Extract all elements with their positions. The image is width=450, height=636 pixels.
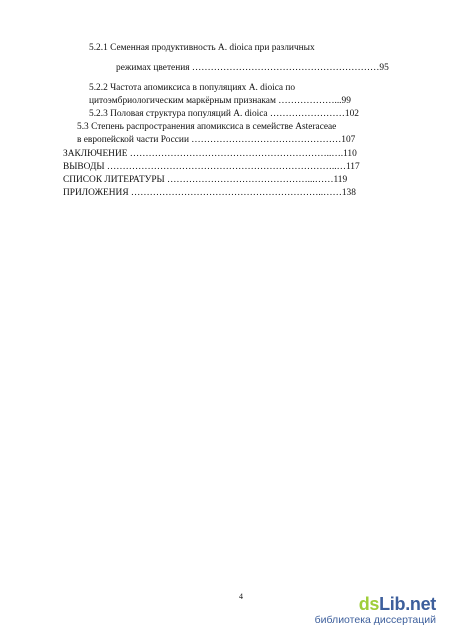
toc-entry-5-2-3: 5.2.3 Половая структура популяций A. dioica ……………………102: [89, 109, 359, 119]
logo-ds: ds: [358, 594, 380, 614]
logo-net: .net: [405, 594, 436, 614]
watermark-tagline: библиотека диссертаций: [314, 614, 436, 626]
toc-entry-5-3-title: 5.3 Степень распространения апомиксиса в семействе Asteraceae: [77, 122, 337, 132]
toc-entry-5-2-1-continuation: режимах цветения ……………………………………………………95: [116, 63, 389, 73]
toc-entry-5-3-continuation: в европейской части России …………………………………………107: [77, 135, 356, 145]
toc-entry-appendices: ПРИЛОЖЕНИЯ ……………………………………………………..……138: [63, 188, 356, 198]
page-number: 4: [239, 592, 243, 601]
toc-entry-5-2-1-title: 5.2.1 Семенная продуктивность A. dioica при различных: [89, 43, 315, 53]
dslib-logo: [315, 594, 436, 614]
toc-entry-5-2-2-title: 5.2.2 Частота апомиксиса в популяциях A. dioica по: [89, 83, 296, 93]
logo-lib: Lib: [379, 594, 406, 614]
toc-entry-references: СПИСОК ЛИТЕРАТУРЫ ………………………………………...……119: [63, 175, 348, 185]
toc-entry-5-2-2-continuation: цитоэмбриологическим маркёрным признакам ………………...99: [89, 96, 351, 106]
toc-entry-findings: ВЫВОДЫ ………………………………………………………………..…117: [63, 162, 360, 172]
toc-entry-conclusion: ЗАКЛЮЧЕНИЕ ………………………………………………………..….110: [63, 149, 357, 159]
dslib-watermark: [315, 594, 436, 626]
